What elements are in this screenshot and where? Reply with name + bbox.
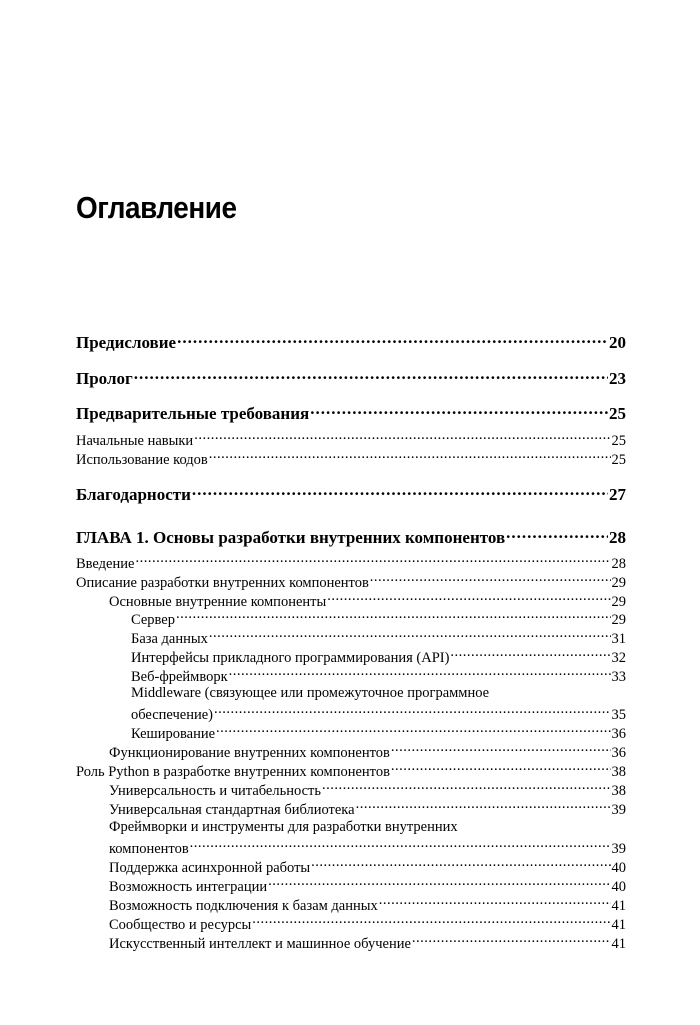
toc-entry-prologue[interactable] [76, 367, 626, 389]
toc-entry-text: Кеширование [131, 725, 216, 742]
toc-entry-page: 41 [611, 897, 626, 914]
toc-entry-chapter-1[interactable] [76, 526, 626, 548]
dot-leader [192, 483, 608, 500]
dot-leader [209, 628, 611, 643]
toc-entry-page: 38 [611, 763, 626, 780]
toc-entry-text: Возможность подключения к базам данных [109, 897, 378, 914]
dot-leader [190, 838, 611, 853]
toc-entry-page: 23 [609, 369, 626, 388]
dot-leader [370, 572, 611, 587]
toc-entry-acknowledgments[interactable] [76, 483, 626, 505]
dot-leader [229, 666, 611, 681]
dot-leader [450, 647, 610, 662]
toc-entry-text: Использование кодов [76, 451, 208, 468]
dot-leader [391, 742, 611, 757]
toc-entry-text: Пролог [76, 369, 133, 388]
toc-entry-frameworks[interactable] [109, 838, 626, 857]
toc-entry-middleware[interactable] [131, 704, 626, 723]
toc-entry-server[interactable] [131, 609, 626, 628]
toc-entry-text: Сообщество и ресурсы [109, 916, 252, 933]
dot-leader [356, 799, 611, 814]
toc-entry-text: Сервер [131, 611, 175, 628]
toc-entry-core-components[interactable] [109, 591, 626, 610]
dot-leader [216, 723, 610, 738]
toc-entry-text: Поддержка асинхронной работы [109, 859, 311, 876]
toc-entry-text: Интерфейсы прикладного программирования (API) [131, 649, 450, 666]
dot-leader [252, 914, 610, 929]
toc-entry-text: Благодарности [76, 485, 191, 504]
page-title: Оглавление [76, 190, 237, 225]
toc-entry-page: 39 [611, 801, 626, 818]
toc-entry-text: База данных [131, 630, 208, 647]
dot-leader [322, 780, 611, 795]
toc-entry-text: Основные внутренние компоненты [109, 593, 327, 610]
dot-leader [176, 609, 611, 624]
toc-entry-page: 41 [611, 935, 626, 952]
toc-entry-page: 25 [611, 451, 626, 468]
dot-leader [391, 761, 611, 776]
toc-entry-page: 28 [609, 528, 626, 547]
dot-leader [214, 704, 610, 719]
toc-entry-text: Искусственный интеллект и машинное обучение [109, 935, 411, 952]
toc-entry-page: 39 [611, 840, 626, 857]
toc-entry-text: Роль Python в разработке внутренних компонентов [76, 763, 390, 780]
toc-entry-text: Функционирование внутренних компонентов [109, 744, 390, 761]
toc-entry-initial-skills[interactable] [76, 430, 626, 449]
toc-entry-page: 41 [611, 916, 626, 933]
toc-entry-db-connectivity[interactable] [109, 895, 626, 914]
toc-entry-page: 33 [611, 668, 626, 685]
toc-entry-backend-functioning[interactable] [109, 742, 626, 761]
toc-entry-page: 28 [611, 555, 626, 572]
toc-entry-page: 29 [611, 611, 626, 628]
toc-entry-middleware-line1[interactable]: Middleware (связующее или промежуточное программное [131, 685, 490, 701]
toc-entry-text: Предварительные требования [76, 404, 310, 423]
toc-entry-caching[interactable] [131, 723, 626, 742]
toc-entry-page: 29 [611, 574, 626, 591]
toc-entry-async-support[interactable] [109, 857, 626, 876]
toc-entry-web-framework[interactable] [131, 666, 626, 685]
toc-entry-text: компонентов [109, 840, 189, 857]
toc-entry-page: 35 [611, 706, 626, 723]
toc-entry-page: 36 [611, 725, 626, 742]
toc-entry-text: Веб-фреймворк [131, 668, 228, 685]
dot-leader [194, 430, 610, 445]
toc-entry-page: 31 [611, 630, 626, 647]
toc-entry-versatility[interactable] [109, 780, 626, 799]
toc-entry-integration[interactable] [109, 876, 626, 895]
toc-entry-page: 20 [609, 333, 626, 352]
toc-entry-page: 25 [609, 404, 626, 423]
toc-entry-backend-description[interactable] [76, 572, 626, 591]
toc-entry-prerequisites[interactable] [76, 402, 626, 424]
toc-entry-page: 25 [611, 432, 626, 449]
toc-entry-page: 29 [611, 593, 626, 610]
toc-entry-text: Универсальность и читабельность [109, 782, 321, 799]
dot-leader [135, 553, 610, 568]
toc-entry-page: 40 [611, 859, 626, 876]
dot-leader [177, 331, 608, 348]
toc-entry-page: 36 [611, 744, 626, 761]
dot-leader [134, 367, 608, 384]
toc-entry-page: 40 [611, 878, 626, 895]
toc-entry-python-role[interactable] [76, 761, 626, 780]
toc-entry-standard-library[interactable] [109, 799, 626, 818]
toc-entry-community[interactable] [109, 914, 626, 933]
toc-entry-using-codes[interactable] [76, 449, 626, 468]
toc-entry-ai-ml[interactable] [109, 933, 626, 952]
toc-entry-text: Описание разработки внутренних компонентов [76, 574, 369, 591]
dot-leader [268, 876, 610, 891]
toc-entry-introduction[interactable] [76, 553, 626, 572]
toc-entry-text: обеспечение) [131, 706, 214, 723]
toc-entry-text: Универсальная стандартная библиотека [109, 801, 355, 818]
toc-entry-text: Возможность интеграции [109, 878, 268, 895]
toc-entry-api[interactable] [131, 647, 626, 666]
toc-entry-text: Предисловие [76, 333, 177, 352]
dot-leader [310, 402, 608, 419]
toc-entry-frameworks-line1[interactable]: Фреймворки и инструменты для разработки внутренних [109, 819, 458, 835]
toc-entry-text: Введение [76, 555, 135, 572]
dot-leader [327, 591, 610, 606]
toc-entry-text: ГЛАВА 1. Основы разработки внутренних компонентов [76, 528, 506, 547]
dot-leader [506, 526, 608, 543]
dot-leader [209, 449, 611, 464]
dot-leader [412, 933, 611, 948]
toc-entry-page: 32 [611, 649, 626, 666]
toc-entry-page: 38 [611, 782, 626, 799]
dot-leader [311, 857, 610, 872]
toc-entry-page: 27 [609, 485, 626, 504]
toc-entry-preface[interactable] [76, 331, 626, 353]
dot-leader [379, 895, 611, 910]
toc-entry-database[interactable] [131, 628, 626, 647]
toc-entry-text: Начальные навыки [76, 432, 194, 449]
